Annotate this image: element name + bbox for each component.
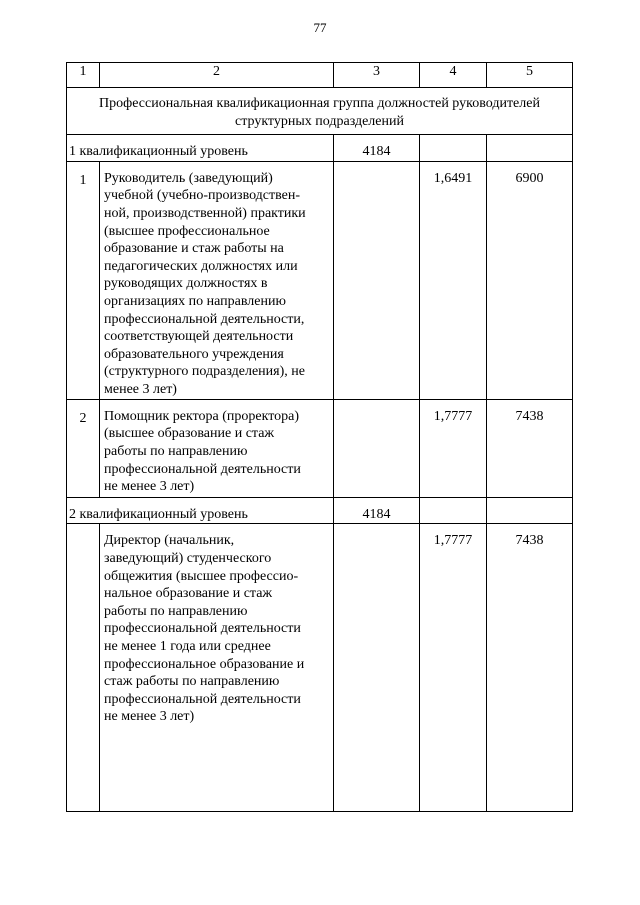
empty-cell xyxy=(487,135,573,162)
row-number: 2 xyxy=(67,399,100,497)
row-number xyxy=(67,524,100,812)
position-description: Руководитель (заведующий) учебной (учебно-производствен- ной, производственной) практики (высшее профессиональное образование и стаж работы на педагогических должностях или руководящих должностях в организациях по направлению профессиональной деятельности, соответствующей деятельности образовательного учреждения (структурного подразделения), не менее 3 лет) xyxy=(100,161,334,399)
table-row xyxy=(67,399,573,497)
header-cell-4: 4 xyxy=(420,63,487,88)
coefficient: 1,6491 xyxy=(420,161,487,399)
level-base-salary: 4184 xyxy=(334,135,420,162)
header-cell-5: 5 xyxy=(487,63,573,88)
empty-cell xyxy=(334,161,420,399)
empty-cell xyxy=(420,497,487,524)
row-number: 1 xyxy=(67,161,100,399)
level-row-2 xyxy=(67,497,573,524)
salary-table xyxy=(66,62,573,812)
level-label: 2 квалификационный уровень xyxy=(67,497,334,524)
level-label: 1 квалификационный уровень xyxy=(67,135,334,162)
empty-cell xyxy=(420,135,487,162)
header-cell-2: 2 xyxy=(100,63,334,88)
empty-cell xyxy=(487,497,573,524)
group-title: Профессиональная квалификационная группа должностей руководителей структурных подразделений xyxy=(67,88,573,135)
salary: 6900 xyxy=(487,161,573,399)
level-row-1 xyxy=(67,135,573,162)
position-description: Помощник ректора (проректора) (высшее образование и стаж работы по направлению профессиональной деятельности не менее 3 лет) xyxy=(100,399,334,497)
header-row xyxy=(67,63,573,88)
table-row xyxy=(67,161,573,399)
header-cell-1: 1 xyxy=(67,63,100,88)
coefficient: 1,7777 xyxy=(420,399,487,497)
empty-cell xyxy=(334,399,420,497)
group-row xyxy=(67,88,573,135)
coefficient: 1,7777 xyxy=(420,524,487,812)
salary: 7438 xyxy=(487,524,573,812)
salary: 7438 xyxy=(487,399,573,497)
empty-cell xyxy=(334,524,420,812)
header-cell-3: 3 xyxy=(334,63,420,88)
page-number: 77 xyxy=(313,20,327,35)
table-row xyxy=(67,524,573,812)
level-base-salary: 4184 xyxy=(334,497,420,524)
position-description: Директор (начальник, заведующий) студенческого общежития (высшее профессио- нальное образование и стаж работы по направлению профессиональной деятельности не менее 1 года или среднее профессиональное образование и стаж работы по направлению профессиональной деятельности не менее 3 лет) xyxy=(100,524,334,812)
